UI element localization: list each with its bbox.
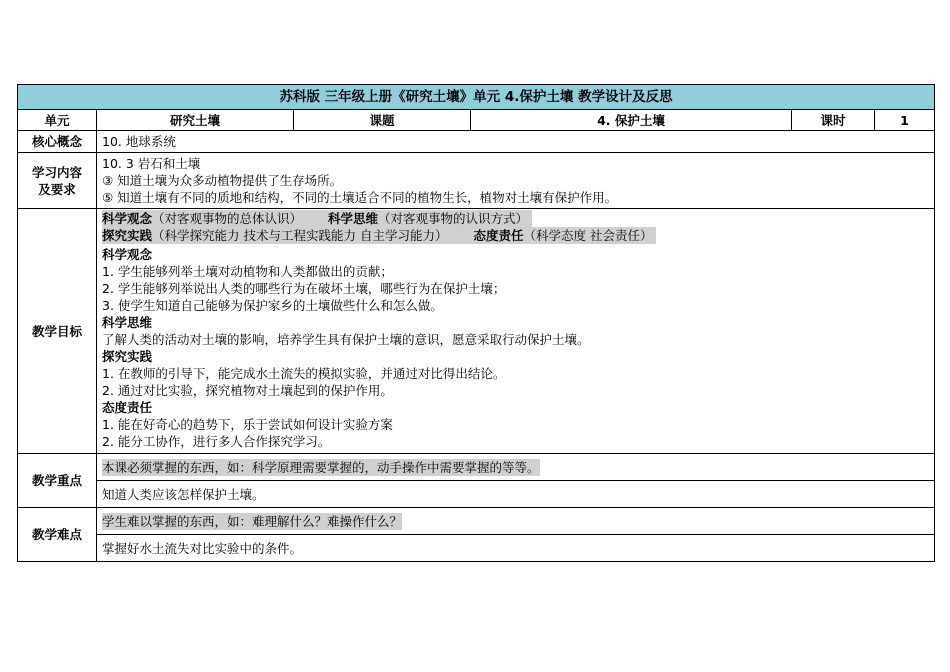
guide-text: （科学态度 社会责任）	[523, 228, 653, 243]
guide-heading: 探究实践	[102, 228, 153, 243]
goal-line: 2. 学生能够列举说出人类的哪些行为在破坏土壤，哪些行为在保护土壤；	[102, 281, 506, 296]
goal-section-heading: 科学观念	[102, 247, 153, 262]
difficulties-value: 掌握好水土流失对比实验中的条件。	[97, 535, 935, 562]
goal-line: 了解人类的活动对土壤的影响，培养学生具有保护土壤的意识，愿意采取行动保护土壤。	[102, 332, 590, 347]
goal-section-heading: 科学思维	[102, 315, 153, 330]
goals-guide-highlight	[102, 210, 532, 227]
unit-value: 研究土壤	[97, 110, 294, 131]
content-cell	[97, 153, 935, 209]
unit-label: 单元	[18, 110, 97, 131]
guide-text: （对客观事物的认识方式）	[378, 211, 529, 226]
goal-section-heading: 态度责任	[102, 400, 153, 415]
content-label-line2: 及要求	[38, 181, 76, 197]
guide-text: （对客观事物的总体认识）	[152, 211, 303, 226]
difficulties-label: 教学难点	[18, 508, 97, 562]
guide-heading: 态度责任	[473, 228, 524, 243]
content-line: 10. 3 岩石和土壤	[102, 156, 201, 171]
period-value: 1	[875, 110, 935, 131]
goal-line: 1. 学生能够列举土壤对动植物和人类都做出的贡献；	[102, 264, 393, 279]
period-label: 课时	[792, 110, 875, 131]
key-points-hint-cell	[97, 454, 935, 481]
content-line: ③ 知道土壤为众多动植物提供了生存场所。	[102, 173, 343, 188]
key-points-hint: 本课必须掌握的东西，如：科学原理需要掌握的，动手操作中需要掌握的等等。	[102, 459, 540, 475]
guide-heading: 科学思维	[328, 211, 379, 226]
key-points-label: 教学重点	[18, 454, 97, 508]
goal-line: 2. 能分工协作，进行多人合作探究学习。	[102, 434, 331, 449]
lesson-plan-table	[17, 84, 935, 562]
goals-cell	[97, 209, 935, 454]
goals-guide-line-1	[102, 210, 929, 227]
core-concept-value: 10. 地球系统	[97, 131, 935, 153]
content-label	[18, 153, 97, 209]
goal-line: 1. 能在好奇心的趋势下，乐于尝试如何设计实验方案	[102, 417, 393, 432]
goal-section-heading: 探究实践	[102, 349, 153, 364]
goals-label: 教学目标	[18, 209, 97, 454]
content-line: ⑤ 知道土壤有不同的质地和结构，不同的土壤适合不同的植物生长，植物对土壤有保护作用。	[102, 190, 618, 205]
lesson-value: 4. 保护土壤	[471, 110, 792, 131]
goal-line: 3. 使学生知道自己能够为保护家乡的土壤做些什么和怎么做。	[102, 298, 443, 313]
goal-line: 1. 在教师的引导下，能完成水土流失的模拟实验，并通过对比得出结论。	[102, 366, 506, 381]
difficulties-hint-cell	[97, 508, 935, 535]
content-label-line1: 学习内容	[31, 164, 82, 180]
goals-guide-highlight	[102, 227, 656, 244]
core-concept-label: 核心概念	[18, 131, 97, 153]
key-points-value: 知道人类应该怎样保护土壤。	[97, 481, 935, 508]
goals-guide-line-2	[102, 227, 929, 244]
difficulties-hint: 学生难以掌握的东西，如：难理解什么？难操作什么？	[102, 513, 403, 529]
document-title: 苏科版 三年级上册《研究土壤》单元 4.保护土壤 教学设计及反思	[18, 85, 935, 110]
lesson-label: 课题	[294, 110, 471, 131]
guide-text: （科学探究能力 技术与工程实践能力 自主学习能力）	[152, 228, 448, 243]
goal-line: 2. 通过对比实验，探究植物对土壤起到的保护作用。	[102, 383, 393, 398]
guide-heading: 科学观念	[102, 211, 153, 226]
